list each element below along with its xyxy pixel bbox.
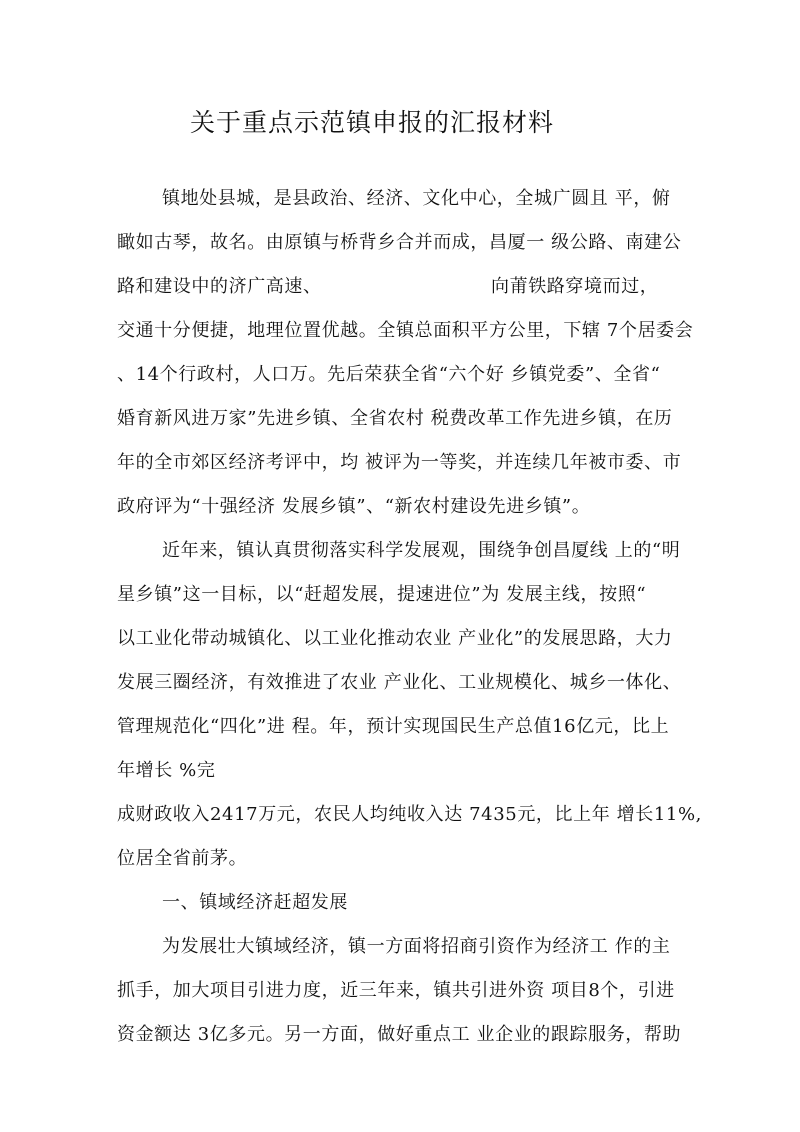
section-heading: 一、镇域经济赶超发展 bbox=[162, 892, 348, 913]
text-line: 年的全市郊区经济考评中，均 被评为一等奖，并连续几年被市委、市 bbox=[117, 452, 682, 473]
text-line: 瞰如古琴，故名。由原镇与桥背乡合并而成，昌厦一 级公路、南建公 bbox=[117, 232, 682, 253]
text-line: 资金额达 3亿多元。另一方面，做好重点工 业企业的跟踪服务，帮助 bbox=[117, 1024, 682, 1045]
text-line: 星乡镇”这一目标，以“赶超发展，提速进位”为 发展主线，按照“ bbox=[117, 584, 647, 605]
text-line: 近年来，镇认真贯彻落实科学发展观，围绕争创昌厦线 上的“明 bbox=[162, 540, 681, 561]
text-line: 发展三圈经济，有效推进了农业 产业化、工业规模化、城乡一体化、 bbox=[117, 672, 682, 693]
document-title: 关于重点示范镇申报的汇报材料 bbox=[190, 108, 555, 137]
text-line: 、14个行政村，人口万。先后荣获全省“六个好 乡镇党委”、全省“ bbox=[117, 364, 661, 385]
text-line: 以工业化带动城镇化、以工业化推动农业 产业化”的发展思路，大力 bbox=[117, 628, 673, 649]
text-line: 抓手，加大项目引进力度，近三年来，镇共引进外资 项目8个，引进 bbox=[117, 980, 675, 1001]
text-line: 政府评为“十强经济 发展乡镇”、“新农村建设先进乡镇”。 bbox=[117, 496, 591, 517]
text-line: 婚育新风进万家”先进乡镇、全省农村 税费改革工作先进乡镇，在历 bbox=[117, 408, 673, 429]
text-line: 向莆铁路穿境而过， bbox=[491, 276, 659, 297]
text-line: 位居全省前茅。 bbox=[117, 848, 248, 869]
text-line: 为发展壮大镇域经济，镇一方面将招商引资作为经济工 作的主 bbox=[162, 936, 671, 957]
text-line: 管理规范化“四化”进 程。年，预计实现国民生产总值16亿元，比上 bbox=[117, 716, 670, 737]
text-line: 路和建设中的济广高速、 bbox=[117, 276, 322, 297]
text-line: 成财政收入2417万元，农民人均纯收入达 7435元，比上年 增长11%, bbox=[117, 804, 702, 825]
text-line: 交通十分便捷，地理位置优越。全镇总面积平方公里，下辖 7个居委会 bbox=[117, 320, 694, 341]
text-line: 镇地处县城，是县政治、经济、文化中心，全城广圆且 平，俯 bbox=[162, 188, 671, 209]
text-line: 年增长 %完 bbox=[117, 760, 216, 781]
